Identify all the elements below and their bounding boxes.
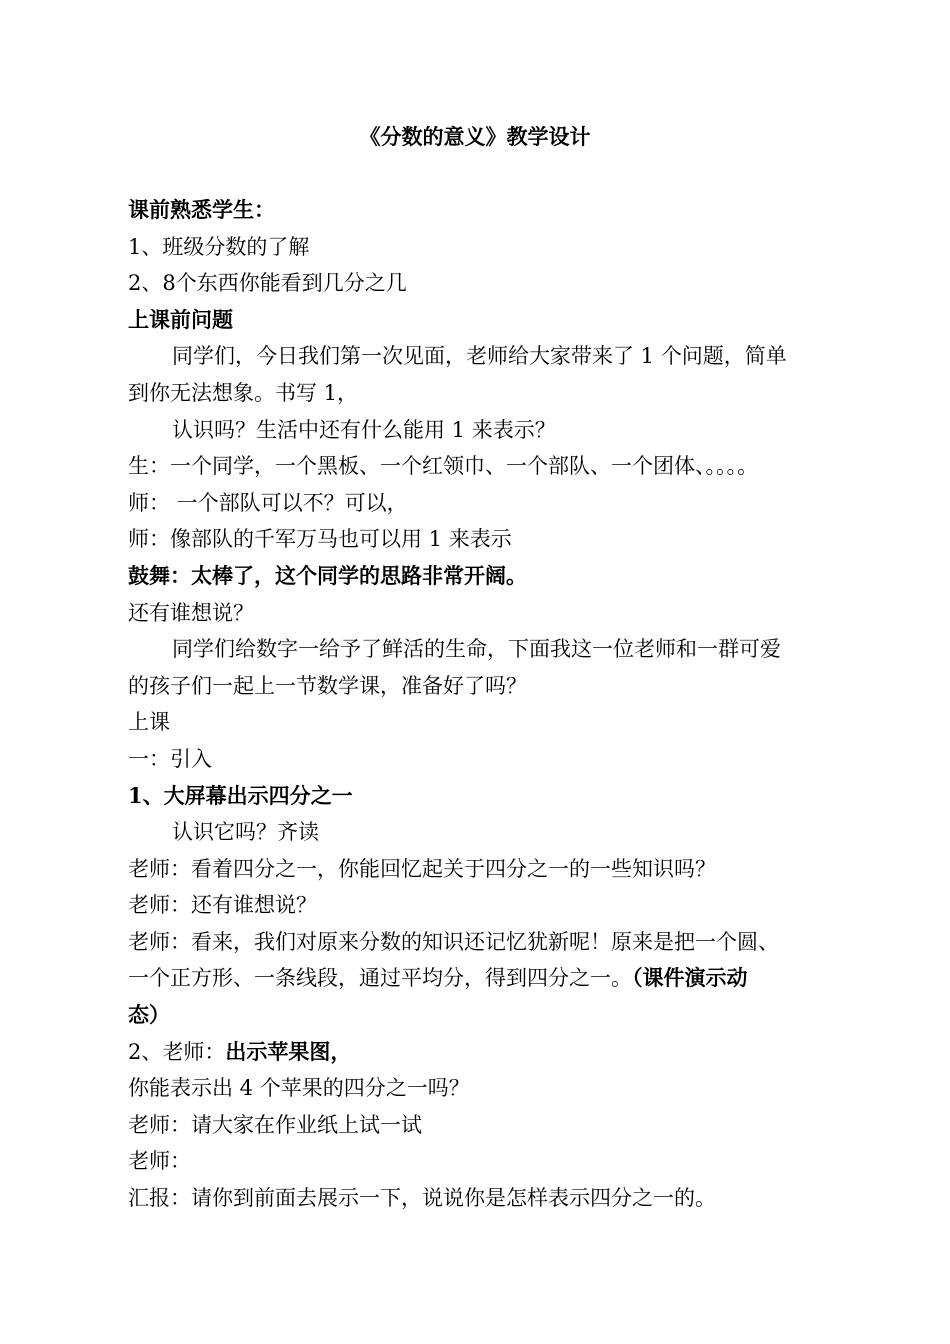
encouragement-line: 鼓舞：太棒了，这个同学的思路非常开阔。	[128, 562, 527, 588]
dialogue-line: 生：一个同学，一个黑板、一个红领巾、一个部队、一个团体、。。。。	[128, 454, 758, 479]
dialogue-line: 老师：还有谁想说？	[128, 893, 317, 918]
dialogue-line: 汇报：请你到前面去展示一下，说说你是怎样表示四分之一的。	[128, 1186, 716, 1211]
paragraph-line: 到你无法想象。书写 1，	[128, 380, 359, 405]
bold-note-continuation: 态）	[128, 1002, 170, 1028]
line-bold-note: （课件演示动	[632, 965, 748, 991]
line-text: 2、老师：	[128, 1039, 226, 1064]
section-label: 一：引入	[128, 746, 212, 771]
heading-pre-question: 上课前问题	[128, 306, 233, 332]
heading-pre-class: 课前熟悉学生：	[128, 197, 275, 222]
paragraph-line: 的孩子们一起上一节数学课，准备好了吗？	[128, 673, 527, 698]
document-body	[128, 192, 832, 1217]
document-title: 《分数的意义》教学设计	[359, 124, 591, 149]
dialogue-line: 师：像部队的千军万马也可以用 1 来表示	[128, 527, 512, 552]
paragraph-line: 同学们，今日我们第一次见面，老师给大家带来了 1 个问题，简单	[172, 344, 787, 369]
section-label: 上课	[128, 710, 170, 735]
dialogue-line: 老师：看来，我们对原来分数的知识还记忆犹新呢！原来是把一个圆、	[128, 929, 779, 954]
line-text: 一个正方形、一条线段，通过平均分，得到四分之一。	[128, 966, 632, 991]
line-bold-note: 出示苹果图，	[225, 1038, 352, 1064]
paragraph-line: 同学们给数字一给予了鲜活的生命，下面我这一位老师和一群可爱	[172, 637, 781, 662]
list-item: 2、8个东西你能看到几分之几	[128, 271, 407, 296]
paragraph-line: 认识它吗？齐读	[172, 820, 319, 845]
dialogue-line	[128, 960, 832, 997]
paragraph-line: 认识吗？生活中还有什么能用 1 来表示？	[172, 417, 556, 442]
dialogue-line: 还有谁想说？	[128, 600, 254, 625]
dialogue-line: 师： 一个部队可以不？可以，	[128, 490, 408, 515]
dialogue-line: 老师：请大家在作业纸上试一试	[128, 1112, 422, 1137]
list-item: 1、班级分数的了解	[128, 234, 310, 259]
dialogue-line: 你能表示出 4 个苹果的四分之一吗？	[128, 1076, 470, 1101]
step-heading: 1、大屏幕出示四分之一	[128, 782, 353, 808]
dialogue-line: 老师：看着四分之一，你能回忆起关于四分之一的一些知识吗？	[128, 856, 716, 881]
dialogue-line: 老师：	[128, 1149, 191, 1174]
step-heading	[128, 1034, 832, 1071]
